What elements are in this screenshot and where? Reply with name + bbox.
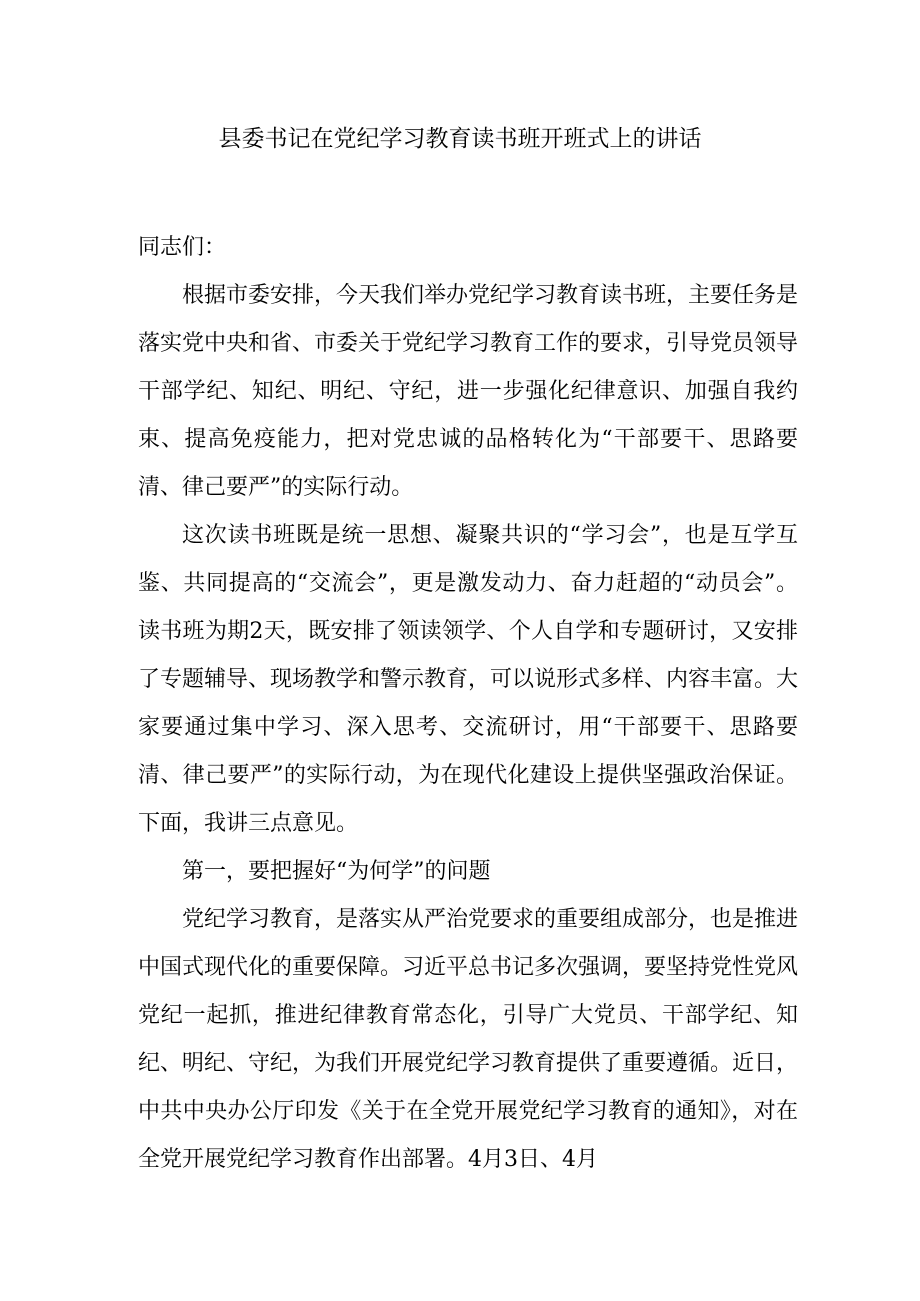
body-paragraph: 根据市委安排，今天我们举办党纪学习教育读书班，主要任务是落实党中央和省、市委关于党纪学习教育工作的要求，引导党员领导干部学纪、知纪、明纪、守纪，进一步强化纪律意识、加强自我约束、提高免疫能力，把对党忠诚的品格转化为“干部要干、思路要清、律己要严”的实际行动。 bbox=[138, 283, 799, 500]
document-body bbox=[138, 224, 798, 1184]
document-title: 县委书记在党纪学习教育读书班开班式上的讲话 bbox=[218, 126, 702, 152]
body-paragraph: 这次读书班既是统一思想、凝聚共识的“学习会”，也是互学互鉴、共同提高的“交流会”，更是激发动力、奋力赶超的“动员会”。读书班为期2天，既安排了领读领学、个人自学和专题研讨，又安排了专题辅导、现场教学和警示教育，可以说形式多样、内容丰富。大家要通过集中学习、深入思考、交流研讨，用“干部要干、思路要清、律己要严”的实际行动，为在现代化建设上提供坚强政治保证。下面，我讲三点意见。 bbox=[138, 523, 799, 836]
salutation-paragraph: 同志们： bbox=[138, 235, 227, 260]
body-paragraph: 党纪学习教育，是落实从严治党要求的重要组成部分，也是推进中国式现代化的重要保障。习近平总书记多次强调，要坚持党性党风党纪一起抓，推进纪律教育常态化，引导广大党员、干部学纪、知纪、明纪、守纪，为我们开展党纪学习教育提供了重要遵循。近日，中共中央办公厅印发《关于在全党开展党纪学习教育的通知》，对在全党开展党纪学习教育作出部署。4月3日、4月 bbox=[138, 907, 799, 1172]
section-heading: 第一，要把握好“为何学”的问题 bbox=[182, 859, 491, 884]
